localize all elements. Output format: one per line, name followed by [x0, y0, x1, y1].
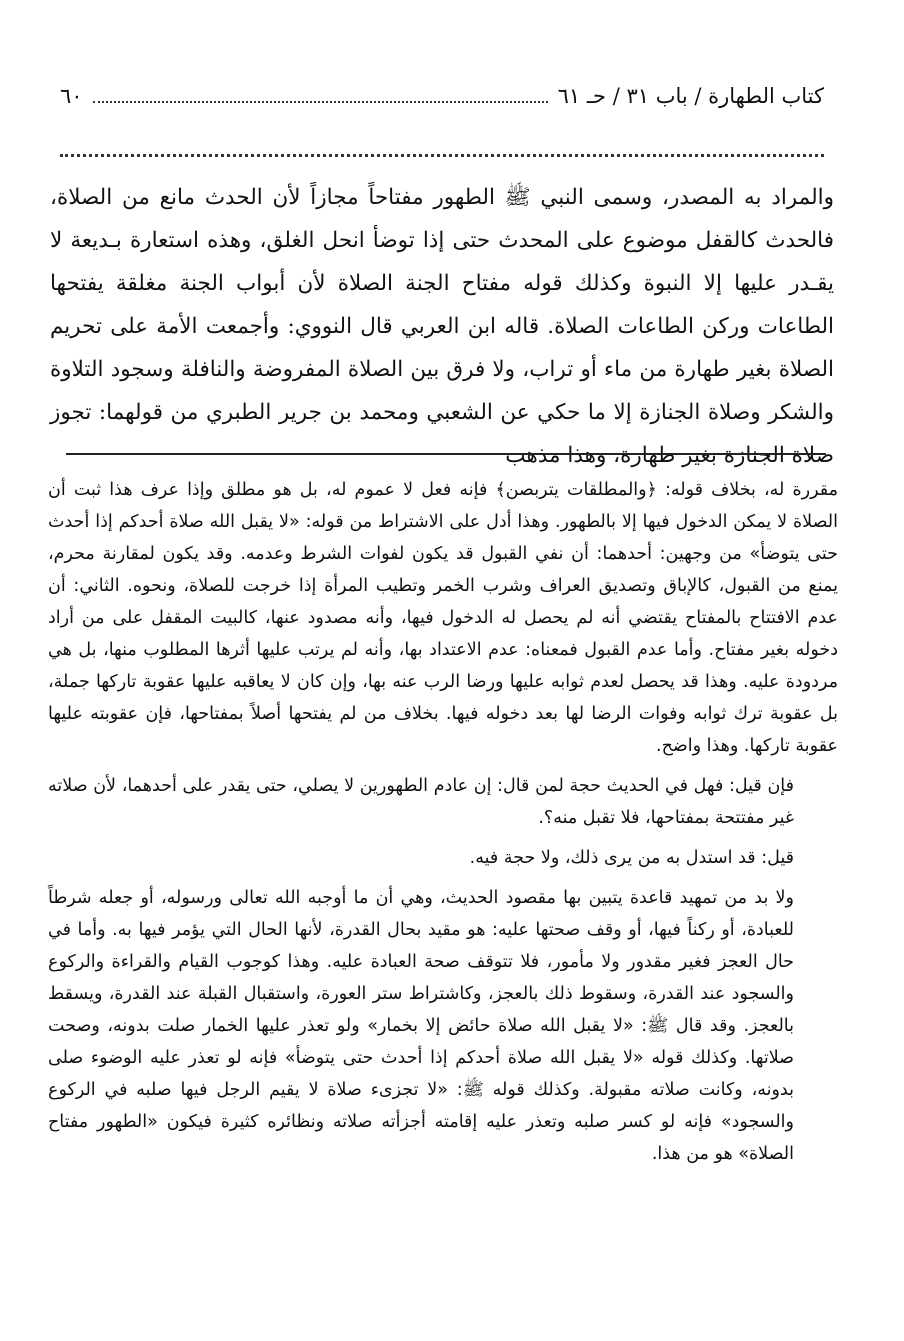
commentary-paragraph: ولا بد من تمهيد قاعدة يتبين بها مقصود الحديث، وهي أن ما أوجبه الله تعالى ورسوله، أو جعله شرطاً للعبادة، أو ركناً فيها، أو وقف صحتها عليه: هو مقيد بحال القدرة، لأنها الحال التي يؤمر فيها به. وأما في حال العجز فغير مقدور ولا مأمور، فلا تتوقف صحة العبادة عليه. وهذا كوجوب القيام والقراءة والركوع والسجود عند القدرة، وسقوط ذلك بالعجز، وكاشتراط ستر العورة، واستقبال القبلة عند القدرة، ويسقط بالعجز. وقد قال ﷺ: «لا يقبل الله صلاة حائض إلا بخمار» ولو تعذر عليها الخمار صلت بدونه، وصحت صلاتها. وكذلك قوله «لا يقبل الله صلاة أحدكم إذا أحدث حتى يتوضأ» فإنه لو تعذر عليه الوضوء صلى بدونه، وكانت صلاته مقبولة. وكذلك قوله ﷺ: «لا تجزىء صلاة لا يقيم الرجل فيها صلبه في الركوع والسجود» فإنه لو كسر صلبه وتعذر عليه إقامته أجزأته صلاته ونظائره كثيرة فيكون «الطهور مفتاح الصلاة» هو من هذا. — [48, 888, 794, 1164]
commentary-paragraph: قيل: قد استدل به من يرى ذلك، ولا حجة فيه. — [469, 848, 794, 868]
main-paragraph: والمراد به المصدر، وسمى النبي ﷺ الطهور مفتاحاً مجازاً لأن الحدث مانع من الصلاة، فالحدث كالقفل موضوع على المحدث حتى إذا توضأ انحل الغلق، وهذه استعارة بـديعة لا يقـدر عليها إلا النبوة وكذلك قوله مفتاح الجنة الصلاة لأن أبواب الجنة مغلقة يفتحها الطاعات وركن الطاعات الصلاة. قاله ابن العربي قال النووي: وأجمعت الأمة على تحريم الصلاة بغير طهارة من ماء أو تراب، ولا فرق بين الصلاة المفروضة والنافلة وسجود التلاوة والشكر وصلاة الجنازة إلا ما حكي عن الشعبي ومحمد بن جرير الطبري من قولهما: تجوز صلاة الجنازة بغير طهارة، وهذا مذهب — [50, 185, 834, 468]
page-number: ٦٠ — [60, 84, 83, 108]
header-dotted-leader — [93, 101, 548, 103]
running-title — [558, 84, 824, 108]
commentary-block — [48, 474, 838, 1170]
running-title-text: كتاب الطهارة / باب ٣١ / حـ ٦١ — [557, 84, 824, 108]
main-text-block — [50, 176, 834, 477]
header-dotted-rule — [60, 154, 824, 157]
commentary-paragraph: مقررة له، بخلاف قوله: ﴿والمطلقات يتربصن﴾ فإنه فعل لا عموم له، بل هو مطلق وإذا عرف هذا ثبت أن الصلاة لا يمكن الدخول فيها إلا بالطهور. وهذا أدل على الاشتراط من قوله: «لا يقبل الله صلاة أحدكم إذا أحدث حتى يتوضأ» من وجهين: أحدهما: أن نفي القبول قد يكون لفوات الشرط وعدمه. وقد يكون لمقارنة محرم، يمنع من القبول، كالإباق وتصديق العراف وشرب الخمر وتطيب المرأة إذا خرجت للصلاة، ونحوه. الثاني: أن عدم الافتتاح بالمفتاح يقتضي أنه لم يحصل له الدخول فيها، وأنه مصدود عنها، كالبيت المقفل على من أراد دخوله بغير مفتاح. وأما عدم القبول فمعناه: عدم الاعتداد بها، وأنه لم يرتب عليها أثرها المطلوب منها، بل هي مردودة عليه. وهذا قد يحصل لعدم ثوابه عليها ورضا الرب عنه بها، وإن كان لا يعاقبه عليها عقوبة تاركها جملة، بل عقوبة ترك ثوابه وفوات الرضا لها بعد دخوله فيها. بخلاف من لم يفتحها أصلاً بمفتاحها، فإن عقوبته عليها عقوبة تاركها. وهذا واضح. — [48, 480, 838, 756]
page-header — [60, 78, 824, 114]
commentary-paragraph: فإن قيل: فهل في الحديث حجة لمن قال: إن عادم الطهورين لا يصلي، حتى يقدر على أحدهما، لأن صلاته غير مفتتحة بمفتاحها، فلا تقبل منه؟. — [48, 776, 794, 828]
footnote-separator — [66, 453, 826, 455]
